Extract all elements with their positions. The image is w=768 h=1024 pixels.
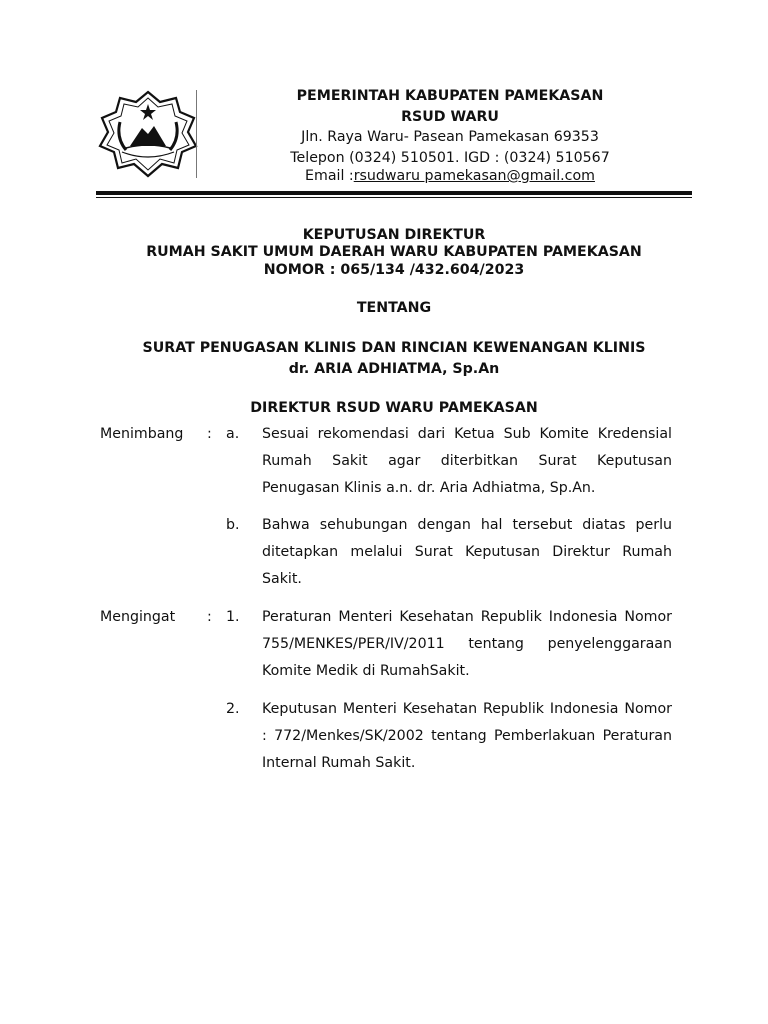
email-link[interactable]: rsudwaru pamekasan@gmail.com [353,168,595,184]
emblem-icon [96,88,200,180]
menimbang-label: Menimbang [100,426,184,442]
hospital-address: Jln. Raya Waru- Pasean Pamekasan 69353 [301,129,599,145]
email-prefix: Email : [305,168,354,184]
letterhead-rule-thick [96,191,692,195]
mengingat-item-2: Keputusan Menteri Kesehatan Republik Indonesia Nomor : 772/Menkes/SK/2002 tentang Pemberlakuan Peraturan Internal Rumah Sakit. [262,701,672,771]
regency-emblem-logo [96,88,200,180]
menimbang-marker-b: b. [226,517,240,533]
menimbang-colon: : [207,426,212,442]
hospital-email-row [210,168,690,184]
mengingat-item-1: Peraturan Menteri Kesehatan Republik Indonesia Nomor 755/MENKES/PER/IV/2011 tentang penyelenggaraan Komite Medik di RumahSakit. [262,609,672,679]
letterhead-divider [196,90,197,178]
government-name: PEMERINTAH KABUPATEN PAMEKASAN [296,88,604,104]
letterhead-rule-thin [96,197,692,198]
hospital-phone: Telepon (0324) 510501. IGD : (0324) 510567 [290,150,610,166]
decree-institution: RUMAH SAKIT UMUM DAERAH WARU KABUPATEN PAMEKASAN [146,244,642,260]
mengingat-marker-1: 1. [226,609,240,625]
mengingat-label: Mengingat [100,609,176,625]
menimbang-item-a: Sesuai rekomendasi dari Ketua Sub Komite Kredensial Rumah Sakit agar diterbitkan Surat Keputusan Penugasan Klinis a.n. dr. Aria Adhiatma, Sp.An. [262,426,672,496]
decree-about: TENTANG [356,300,432,316]
mengingat-marker-2: 2. [226,701,240,717]
decree-subject-person: dr. ARIA ADHIATMA, Sp.An [288,361,500,377]
mengingat-colon: : [207,609,212,625]
decree-heading: KEPUTUSAN DIREKTUR [302,227,486,243]
menimbang-marker-a: a. [226,426,240,442]
decree-number: NOMOR : 065/134 /432.604/2023 [263,262,525,278]
decree-issuer: DIREKTUR RSUD WARU PAMEKASAN [250,400,538,416]
menimbang-item-b: Bahwa sehubungan dengan hal tersebut diatas perlu ditetapkan melalui Surat Keputusan Direktur Rumah Sakit. [262,517,672,587]
hospital-name: RSUD WARU [401,109,499,125]
decree-subject: SURAT PENUGASAN KLINIS DAN RINCIAN KEWENANGAN KLINIS [142,340,646,356]
